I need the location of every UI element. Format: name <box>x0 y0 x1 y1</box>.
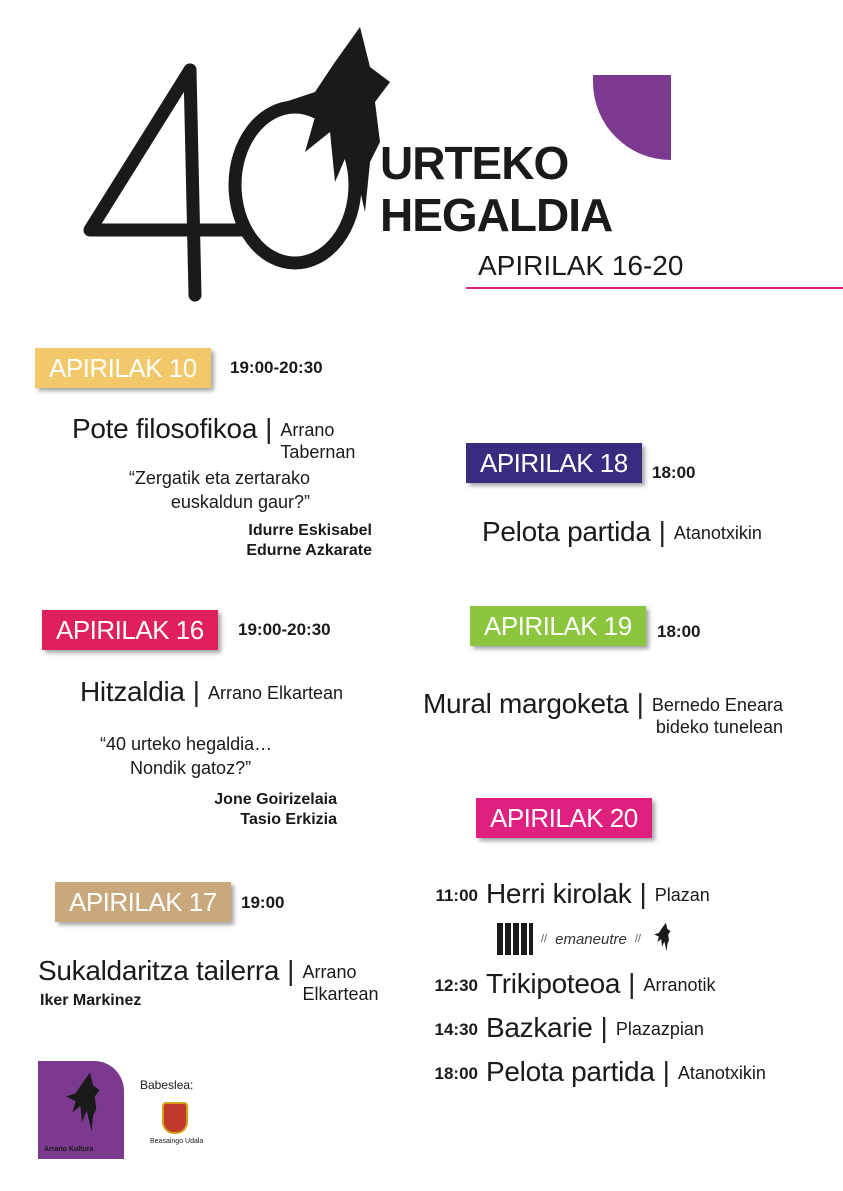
event-location-line1: Arrano <box>302 962 357 982</box>
date-badge: APIRILAK 18 <box>466 443 642 483</box>
divider: // <box>541 933 548 945</box>
event-title: Sukaldaritza tailerra <box>38 955 280 986</box>
program-title: Bazkarie <box>486 1012 593 1043</box>
date-badge: APIRILAK 20 <box>476 798 652 838</box>
sponsor-label: Babeslea: <box>140 1078 194 1092</box>
event-time: 18:00 <box>652 463 696 482</box>
kirol-logo <box>497 923 533 955</box>
event-location <box>302 955 378 1005</box>
program-time: 12:30 <box>434 976 478 995</box>
eagle-icon <box>60 1071 104 1141</box>
event-time: 19:00-20:30 <box>230 358 323 377</box>
separator: | <box>192 676 200 707</box>
date-badge: APIRILAK 16 <box>42 610 218 650</box>
date-badge: APIRILAK 19 <box>470 606 646 646</box>
program-item <box>428 878 710 910</box>
header-underline <box>466 287 843 289</box>
event-location: Arrano Elkartean <box>207 683 344 703</box>
speaker-name: Tasio Erkizia <box>240 811 337 828</box>
arrano-kultura-logo <box>38 1061 124 1159</box>
event-speakers <box>210 521 372 561</box>
program-time: 11:00 <box>435 886 478 905</box>
event-time: 19:00-20:30 <box>238 620 331 639</box>
emaneutre-logo: emaneutre <box>555 930 627 948</box>
event-time: 19:00 <box>241 893 285 912</box>
program-location: Atanotxikin <box>677 1063 766 1083</box>
date-badge: APIRILAK 10 <box>35 348 211 388</box>
logo-caption: Arrano Kultura <box>44 1146 94 1153</box>
program-item <box>428 1056 766 1088</box>
event-location <box>652 688 783 738</box>
program-item <box>428 1012 704 1044</box>
event-title: Pote filosofikoa <box>72 413 258 444</box>
separator: | <box>600 1012 608 1043</box>
header-line1: URTEKO <box>380 137 569 189</box>
divider: // <box>634 933 641 945</box>
event-title-row <box>482 516 762 548</box>
event-location: Atanotxikin <box>673 523 762 543</box>
event-title: Pelota partida <box>482 516 651 547</box>
sponsor-strip <box>497 922 675 956</box>
speaker-name: Idurre Eskisabel <box>248 522 372 539</box>
event-title: Hitzaldia <box>80 676 185 707</box>
program-title: Pelota partida <box>486 1056 655 1087</box>
program-title: Herri kirolak <box>486 878 632 909</box>
purple-leaf-shape <box>593 75 671 160</box>
quote-line1: “40 urteko hegaldia… <box>100 734 273 754</box>
eagle-icon <box>275 22 395 242</box>
program-item <box>428 968 715 1000</box>
event-title-row <box>72 413 355 463</box>
event-title-row <box>423 688 783 738</box>
program-location: Arranotik <box>643 975 716 995</box>
event-quote <box>100 732 305 780</box>
separator: | <box>636 688 644 719</box>
program-time: 18:00 <box>434 1064 478 1083</box>
event-location <box>280 413 355 463</box>
quote-line2: euskaldun gaur?” <box>170 492 310 512</box>
program-location: Plazazpian <box>615 1019 704 1039</box>
event-title-row <box>80 676 343 708</box>
event-time: 18:00 <box>657 622 701 641</box>
town-caption: Beasaingo Udala <box>150 1138 204 1145</box>
speaker-name: Jone Goirizelaia <box>214 791 337 808</box>
separator: | <box>658 516 666 547</box>
separator: | <box>639 878 647 909</box>
event-title: Mural margoketa <box>423 688 629 719</box>
event-location-line1: Arrano <box>280 420 335 440</box>
quote-line1: “Zergatik eta zertarako <box>128 468 310 488</box>
separator: | <box>287 955 295 986</box>
event-location-line2: Elkartean <box>302 984 379 1004</box>
separator: | <box>628 968 636 999</box>
speaker-name: Iker Markinez <box>40 992 142 1009</box>
town-coat-of-arms <box>162 1102 188 1134</box>
quote-line2: Nondik gatoz?” <box>130 758 252 778</box>
event-location-line2: bideko tunelean <box>655 717 783 737</box>
event-location-line1: Bernedo Eneara <box>651 695 783 715</box>
header-dates: APIRILAK 16-20 <box>478 250 684 281</box>
eagle-icon <box>649 922 675 956</box>
program-location: Plazan <box>654 885 710 905</box>
event-location-line2: Tabernan <box>280 442 356 462</box>
event-speakers <box>180 790 337 830</box>
date-badge: APIRILAK 17 <box>55 882 231 922</box>
program-time: 14:30 <box>434 1020 478 1039</box>
event-quote <box>95 466 310 514</box>
program-title: Trikipoteoa <box>486 968 621 999</box>
header-line2: HEGALDIA <box>380 189 613 241</box>
separator: | <box>265 413 273 444</box>
speaker-name: Edurne Azkarate <box>246 542 372 559</box>
separator: | <box>662 1056 670 1087</box>
